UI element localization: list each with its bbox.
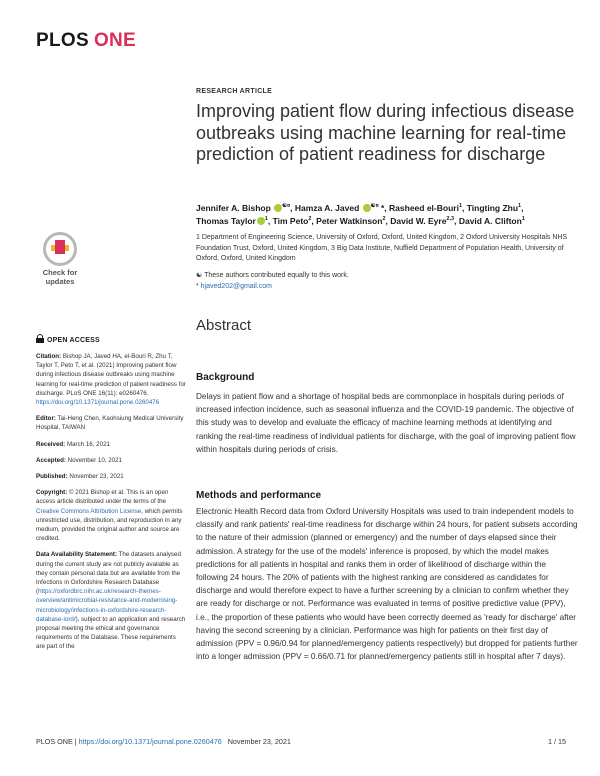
check-updates-label <box>36 268 84 286</box>
accepted-date <box>36 456 186 465</box>
footer-separator: | <box>72 737 79 746</box>
author-affil: 1 <box>518 203 522 210</box>
author-name[interactable]: , Tim Peto <box>267 215 309 226</box>
data-availability <box>36 550 186 651</box>
received-text: March 16, 2021 <box>65 440 110 448</box>
open-access-label: OPEN ACCESS <box>47 337 100 344</box>
author-affil: 1 <box>264 215 268 222</box>
author-name[interactable]: , Peter Watkinson <box>311 215 383 226</box>
author-affil: 1 <box>458 203 463 210</box>
corresponding-author <box>196 282 576 293</box>
methods-text: Electronic Health Record data from Oxford University Hospitals was used to train independent models to classify and rank patients' real-time readiness for discharge within 24 hours, for patient subsets according to the nature of their admission (planned or emergency) and the number of days elapsed since their admission. A strategy for the use of the models' inference is proposed, by which the model makes predictions for all patients in hospital and ranks them in order of likelihood of discharge within the following 24 hours. The 20% of patients with the highest ranking are considered as candidates for discharge and would therefore expect to have a further screening by a clinician to confirm whether they are ready for discharge or not. Performance was evaluated in terms of positive predictive value (PPV), i.e., the proportion of these patients who would have been correctly deemed as 'ready for discharge' after having the second screening by a clinician. Performance was high for patients on their first day of admission (PPV = 0.96/0.94 for planned/emergency patients respectively) but dropped for patients further into a longer admission (PPV = 0.66/0.71 for planned/emergency patients still in hospital after 7 days). <box>196 507 578 662</box>
page-number: 1 / 15 <box>548 737 566 746</box>
data-availability-label: Data Availability Statement: <box>36 551 118 559</box>
author-sep: , <box>521 203 524 213</box>
author-notes <box>196 271 576 292</box>
data-availability-text-2: ), subject to an application and research proposal meeting the ethical and governance requirements of the Database. These requirements are part of the <box>36 615 186 651</box>
article-title: Improving patient flow during infectious disease outbreaks using machine learning for real-time prediction of patient readiness for discharge <box>196 101 575 164</box>
copyright-text: © 2021 Bishop et al. This is an open access article distributed under the terms of the <box>36 489 169 506</box>
citation <box>36 352 186 407</box>
footer-doi-link[interactable]: https://doi.org/10.1371/journal.pone.0260476 <box>78 737 222 746</box>
open-access-badge <box>36 334 100 344</box>
methods-heading: Methods and performance <box>196 490 322 501</box>
author-name[interactable]: , Tingting Zhu <box>462 203 519 213</box>
open-lock-icon <box>36 334 44 343</box>
background-text: Delays in patient flow and a shortage of hospital beds are commonplace in hospitals during periods of increased infection incidence, such as seasonal influenza and the COVID-19 pandemic. The objective of this study was to develop and evaluate the efficacy of machine learning methods at identifying and ranking the real-time readiness of individual patients for discharge, with the goal of improving patient flow within hospitals during periods of crisis. <box>196 392 576 454</box>
footer-journal: PLOS ONE <box>36 737 73 746</box>
published-label: Published: <box>36 473 68 481</box>
check-for-updates-button[interactable] <box>36 232 84 290</box>
footer-date: November 23, 2021 <box>227 737 291 746</box>
database-link[interactable]: https://oxfordbrc.nihr.ac.uk/research-themes-overview/antimicrobial-resistance-and-modernising-microbiology/infections-in-oxfordshire-research-database-iord/ <box>36 588 178 623</box>
equal-contribution-note: ☯ These authors contributed equally to this work. <box>196 272 349 279</box>
copyright-text-2: , which permits unrestricted use, distribution, and reproduction in any medium, provided the original author and source are credited. <box>36 507 183 543</box>
author-affil: 2 <box>308 215 312 222</box>
author-list <box>196 202 576 227</box>
orcid-icon[interactable] <box>363 204 371 212</box>
author-name[interactable]: Jennifer A. Bishop <box>196 203 274 213</box>
data-availability-text: The datasets analysed during the current study are not publicly available as they contain personal data but are available from the Infections in Oxfordshire Research Database ( <box>36 551 181 596</box>
background-heading: Background <box>196 372 255 383</box>
author-name[interactable]: , David W. Eyre <box>385 215 447 226</box>
published-date <box>36 472 186 481</box>
check-updates-bookmark-icon <box>55 240 65 254</box>
citation-doi-link[interactable]: https://doi.org/10.1371/journal.pone.0260476 <box>36 399 160 407</box>
article-sidebar <box>36 352 186 659</box>
article-type: RESEARCH ARTICLE <box>196 88 273 95</box>
author-affil: ☯¤ <box>282 203 291 210</box>
accepted-label: Accepted: <box>36 456 66 464</box>
citation-label: Citation: <box>36 353 62 360</box>
citation-text: Bishop JA, Javed HA, el-Bouri R, Zhu T, Taylor T, Peto T, et al. (2021) Improving patient flow during infectious disease outbreaks using machine learning for real-time prediction of patient readiness for discharge. PLoS ONE 16(11): e0260476. <box>36 353 186 397</box>
author-name[interactable]: Thomas Taylor <box>196 215 256 226</box>
editor <box>36 414 186 432</box>
author-name[interactable]: , David A. Clifton <box>454 215 522 226</box>
editor-text: Tai-Heng Chen, Kaohsiung Medical University Hospital, TAIWAN <box>36 415 184 432</box>
journal-logo <box>36 30 136 52</box>
orcid-icon[interactable] <box>274 204 282 212</box>
author-affil: ☯¤ <box>370 203 379 210</box>
abstract-heading: Abstract <box>196 317 252 334</box>
affiliations: 1 Department of Engineering Science, University of Oxford, Oxford, United Kingdom, 2 Oxford University Hospitals NHS Foundation Trust, Oxford, United Kingdom, 3 Big Data Institute, Nuffield Department of Population Health, University of Oxford, Oxford, United Kingdom <box>196 234 568 262</box>
logo-plos: PLOS <box>36 30 89 51</box>
check-updates-line2: updates <box>45 277 75 286</box>
author-name[interactable]: , Hamza A. Javed <box>290 203 362 213</box>
orcid-icon[interactable] <box>257 217 265 225</box>
logo-one: ONE <box>93 30 137 51</box>
author-name[interactable]: *, Rasheed el-Bouri <box>378 203 459 213</box>
author-affil: 2,3 <box>446 215 455 222</box>
copyright <box>36 488 186 543</box>
corresponding-mark: * <box>196 282 201 290</box>
license-link[interactable]: Creative Commons Attribution License <box>36 507 142 515</box>
received-date <box>36 440 186 449</box>
author-affil: 1 <box>521 215 525 222</box>
copyright-label: Copyright: <box>36 489 68 497</box>
editor-label: Editor: <box>36 415 56 423</box>
email-link[interactable]: hjaved202@gmail.com <box>200 282 272 290</box>
accepted-text: November 10, 2021 <box>65 456 122 464</box>
received-label: Received: <box>36 440 66 448</box>
author-affil: 2 <box>382 215 386 222</box>
published-text: November 23, 2021 <box>67 473 124 481</box>
check-updates-line1: Check for <box>42 268 78 277</box>
